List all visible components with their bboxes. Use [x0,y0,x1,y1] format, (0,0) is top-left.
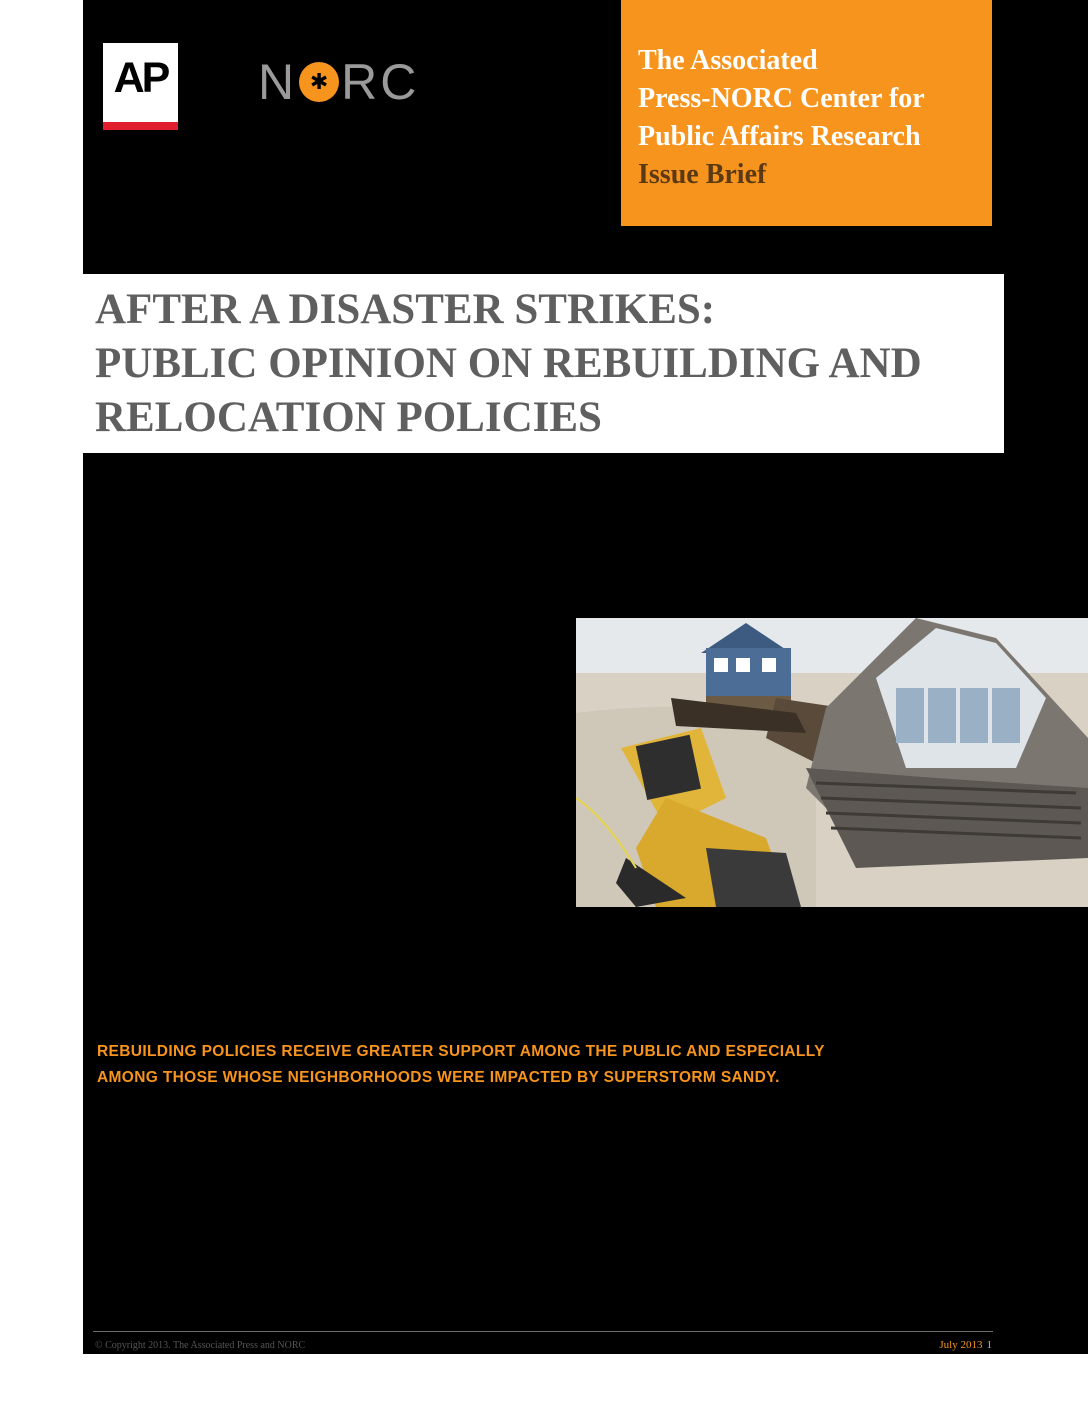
page-number: 1 [986,1339,992,1351]
norc-burst-glyph: ✱ [309,69,329,94]
center-name-line-1: The Associated [638,45,818,76]
ap-logo-text: AP [113,54,168,102]
title-line-1: AFTER A DISASTER STRIKES: [95,286,716,333]
norc-logo-rc: RC [341,54,420,110]
ap-logo-red-bar [103,122,178,130]
norc-o-burst-icon [299,62,339,102]
issue-brief-label: Issue Brief [638,159,767,190]
norc-logo-n: N [258,54,298,110]
title-box [83,274,1004,453]
tagline-line-2: AMONG THOSE WHOSE NEIGHBORHOODS WERE IMPACTED BY SUPERSTORM SANDY. [97,1069,780,1086]
title-line-3: RELOCATION POLICIES [95,394,602,441]
storm-damage-photo [576,618,1088,907]
tagline-line-1: REBUILDING POLICIES RECEIVE GREATER SUPPORT AMONG THE PUBLIC AND ESPECIALLY [97,1043,825,1060]
footer-divider [93,1331,993,1332]
title-line-2: PUBLIC OPINION ON REBUILDING AND [95,340,922,387]
footer-date: July 2013 [939,1339,983,1351]
footer-date-page [939,1339,992,1351]
center-name-box [621,0,992,226]
norc-logo [258,54,420,110]
storm-damage-illustration [576,618,1088,907]
ap-logo [103,43,178,130]
center-name-line-2: Press-NORC Center for [638,83,925,114]
footer-copyright: © Copyright 2013. The Associated Press and NORC [95,1340,306,1351]
center-name-line-3: Public Affairs Research [638,121,921,152]
